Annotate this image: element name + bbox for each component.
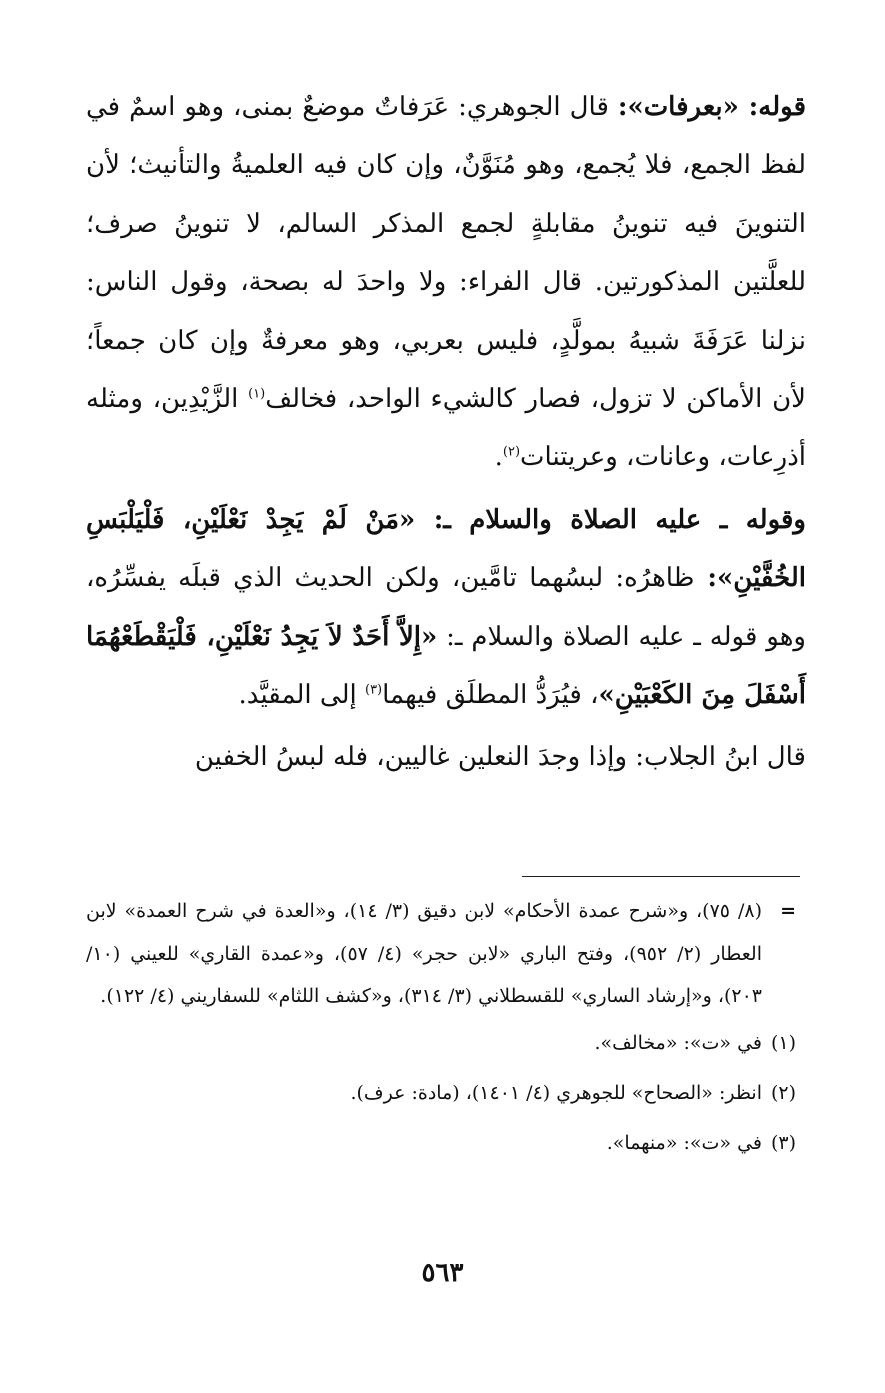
paragraph-khuffayn <box>86 491 806 725</box>
hadith-quote: «مَنْ لَمْ يَجِدْ نَعْلَيْنِ، فَلْيَلْبَسِ الخُفَّيْنِ» <box>86 504 806 594</box>
footnote-text: في «ت»: «منهما». <box>606 1131 762 1154</box>
footnote-ref-2: (٢) <box>502 444 521 460</box>
footnote-text: انظر: «الصحاح» للجوهري (٤/ ١٤٠١)، (مادة: عرف). <box>350 1081 762 1104</box>
lemma-hadith: وقوله ـ عليه الصلاة والسلام ـ: <box>433 504 806 535</box>
paragraph-text: ، فيُرَدُّ المطلَق فيهما <box>382 680 599 711</box>
page-number: ٥٦٣ <box>421 1258 464 1288</box>
footnote-text: في «ت»: «مخالف». <box>594 1031 762 1054</box>
paragraph-ibn-jallab: قال ابنُ الجلاب: وإذا وجدَ النعلين غاليين، فله لبسُ الخفين <box>194 742 806 773</box>
footnotes <box>86 890 806 1168</box>
footnote-separator <box>522 876 800 877</box>
footnote-ref-3: (٣) <box>364 682 383 698</box>
colon: : <box>694 563 718 594</box>
continuation-mark: = <box>780 900 796 922</box>
paragraph-arafat <box>86 78 806 487</box>
footnote-continuation-text: (٨/ ٧٥)، و«شرح عمدة الأحكام» لابن دقيق (٣/ ١٤)، و«العدة في شرح العمدة» لابن العطار (٢/ ٩٥٢)، وفتح الباري «لابن حجر» (٤/ ٥٧)، و«عمدة القاري» للعيني (١٠/ ٢٠٣)، و«إرشاد الساري» للقسطلاني (٣/ ٣١٤)، و«كشف اللثام» للسفاريني (٤/ ١٢٢). <box>86 900 762 1007</box>
footnote-item <box>86 1068 806 1118</box>
paragraph-text: إلى المقيَّد. <box>238 680 365 711</box>
hadith-quote: «إِلاَّ أَحَدٌ لاَ يَجِدُ نَعْلَيْنِ، فَلْيَقْطَعْهُمَا أَسْفَلَ مِنَ الكَعْبَيْنِ» <box>86 621 806 711</box>
footnote-number: (٢) <box>770 1081 796 1104</box>
footnote-ref-1: (١) <box>248 386 266 402</box>
footnote-continuation <box>86 890 806 1018</box>
paragraph-text: . <box>494 442 503 473</box>
footnote-number: (١) <box>770 1031 796 1054</box>
footnote-item <box>86 1118 806 1168</box>
main-text <box>86 78 806 787</box>
footnote-number: (٣) <box>770 1131 796 1154</box>
lemma-arafat: قوله: «بعرفات»: <box>617 92 806 122</box>
footnote-item <box>86 1018 806 1068</box>
paragraph-text: ظاهرُه: لبسُهما تامَّين، ولكن الحديث الذي قبلَه يفسِّرُه، وهو قوله ـ عليه الصلاة والسلام ـ: <box>86 563 806 652</box>
paragraph-text: الزَّيْدِين، ومثله أذرِعات، وعانات، وعريتنات <box>86 384 806 473</box>
paragraph-text: قال الجوهري: عَرَفاتٌ موضعٌ بمنى، وهو اسمٌ في لفظ الجمع، فلا يُجمع، وهو مُنَوَّنٌ، وإن كان فيه العلميةُ والتأنيث؛ لأن التنوينَ فيه تنوينُ مقابلةٍ لجمع المذكر السالم، لا تنوينُ صرف؛ للعلَّتين المذكورتين. قال الفراء: ولا واحدَ له بصحة، وقول الناس: نزلنا عَرَفَةَ شبيهُ بمولَّدٍ، فليس بعربي، وهو معرفةٌ وإن كان جمعاً؛ لأن الأماكن لا تزول، فصار كالشيء الواحد، فخالف <box>86 92 806 415</box>
